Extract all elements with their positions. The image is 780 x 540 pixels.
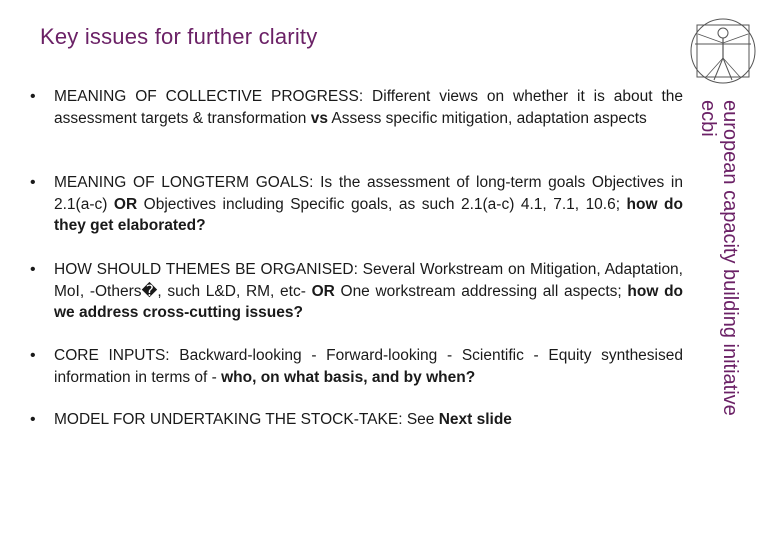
bullet-text-part: One workstream addressing all aspects; [334, 282, 628, 300]
bullet-text-part: MEANING OF COLLECTIVE PROGRESS: Different views on whether it is about the assessment targets & transformation [54, 88, 683, 127]
bullet-text-part: MODEL FOR UNDERTAKING THE STOCK-TAKE: See [54, 411, 439, 428]
bullet-item [30, 409, 683, 431]
bullet-item [30, 172, 683, 237]
bullet-text-part: how do we address cross-cutting issues? [54, 282, 684, 321]
bullet-text-part: Assess specific mitigation, adaptation aspects [327, 109, 647, 127]
bullet-text-part: how do they get elaborated? [54, 195, 683, 234]
bullet-text-part: HOW SHOULD THEMES BE ORGANISED: Several Workstream on Mitigation, Adaptation, MoI, -Others�, such L&D, RM, etc- [54, 261, 683, 300]
bullet-item [30, 86, 683, 129]
bullet-text-part: OR [311, 282, 335, 300]
bullet-text-part: MEANING OF LONGTERM GOALS: Is the assessment of long-term goals Objectives in 2.1(a-c) [54, 174, 683, 213]
bullet-text [54, 345, 683, 388]
brand-acronym: ecbi [697, 100, 719, 137]
bullet-text-part: who, on what basis, and by when? [221, 368, 476, 386]
bullet-dot-icon: • [30, 88, 36, 105]
bullet-dot-icon: • [30, 347, 36, 364]
slide-title: Key issues for further clarity [40, 24, 318, 49]
bullet-text [54, 86, 683, 129]
bullet-text [54, 172, 683, 237]
bullet-text-part: OR [113, 195, 138, 213]
bullet-dot-icon: • [30, 261, 36, 278]
bullet-text [54, 259, 683, 324]
bullet-text-part: Objectives including Specific goals, as such 2.1(a-c) 4.1, 7.1, 10.6; [137, 195, 627, 213]
bullet-text-part: vs [310, 109, 328, 127]
bullet-text [54, 409, 683, 431]
bullet-text-part: Next slide [438, 411, 512, 428]
bullet-item [30, 259, 683, 324]
brand-name: european capacity building initiative [719, 100, 741, 416]
bullet-item [30, 345, 683, 388]
bullet-dot-icon: • [30, 174, 36, 191]
vitruvian-man-icon [686, 14, 760, 88]
brand-vertical-text [697, 100, 741, 416]
bullet-text-part: CORE INPUTS: Backward-looking - Forward-looking - Scientific - Equity synthesised information in terms of - [54, 347, 683, 386]
bullet-dot-icon: • [30, 411, 36, 428]
